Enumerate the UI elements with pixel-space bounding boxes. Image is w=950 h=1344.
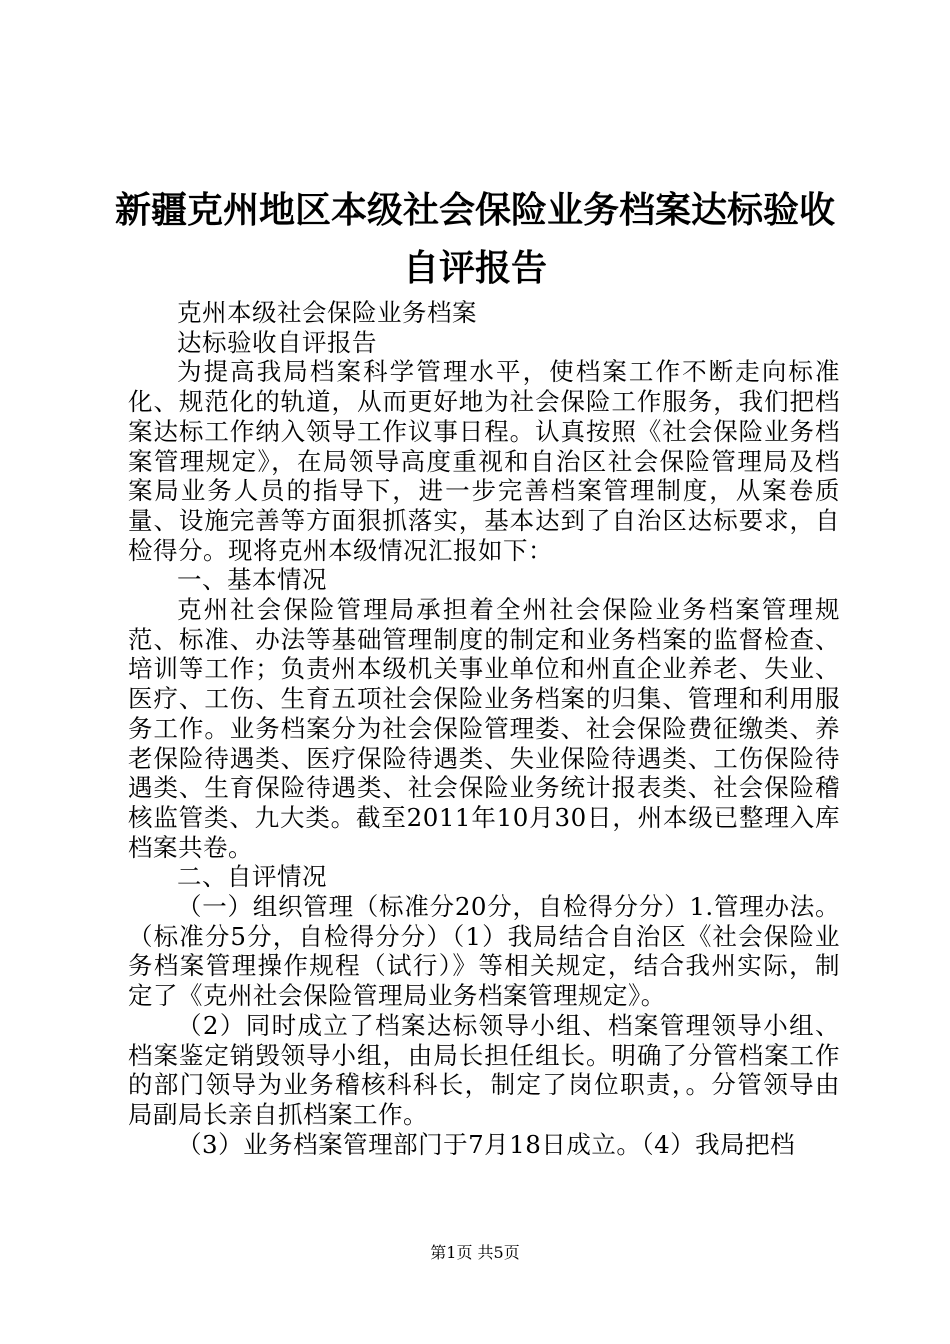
subtitle-line-2: 达标验收自评报告: [177, 327, 377, 357]
leadership-group-paragraph: （2）同时成立了档案达标领导小组、档案管理领导小组、档案鉴定销毁领导小组，由局长担任组长。明确了分管档案工作的部门领导为业务稽核科科长，制定了岗位职责，。分管领导由局副局长亲自抓档案工作。: [128, 1010, 840, 1129]
document-title: 新疆克州地区本级社会保险业务档案达标验收自评报告: [114, 190, 835, 289]
section-heading-self-evaluation: 二、自评情况: [177, 862, 327, 892]
basic-situation-paragraph: 克州社会保险管理局承担着全州社会保险业务档案管理规范、标准、办法等基础管理制度的制定和业务档案的监督检查、培训等工作；负责州本级机关事业单位和州直企业养老、失业、医疗、工伤、生育五项社会保险业务档案的归集、管理和利用服务工作。业务档案分为社会保险管理娄、社会保险费征缴类、养老保险待遇类、医疗保险待遇类、失业保险待遇类、工伤保险待遇类、生育保险待遇类、社会保险业务统计报表类、社会保险稽核监管类、九大类。截至2011年10月30日，州本级已整理入库档案共卷。: [128, 595, 840, 862]
page-footer: 第1页 共5页: [430, 1243, 520, 1262]
intro-paragraph: 为提高我局档案科学管理水平，使档案工作不断走向标准化、规范化的轨道，从而更好地为社会保险工作服务，我们把档案达标工作纳入领导工作议事日程。认真按照《社会保险业务档案管理规定》，在局领导高度重视和自治区社会保险管理局及档案局业务人员的指导下，进一步完善档案管理制度，从案卷质量、设施完善等方面狠抓落实，基本达到了自治区达标要求，自检得分。现将克州本级情况汇报如下：: [128, 357, 840, 565]
section-heading-basic: 一、基本情况: [177, 565, 327, 595]
archive-department-paragraph: （3）业务档案管理部门于7月18日成立。（4）我局把档: [177, 1129, 796, 1159]
organization-management-paragraph: （一）组织管理（标准分20分，自检得分分）1.管理办法。（标准分5分，自检得分分）（1）我局结合自治区《社会保险业务档案管理操作规程（试行）》等相关规定，结合我州实际，制定了《克州社会保险管理局业务档案管理规定》。: [128, 892, 840, 1011]
subtitle-line-1: 克州本级社会保险业务档案: [177, 298, 477, 327]
document-body: [128, 298, 840, 1159]
